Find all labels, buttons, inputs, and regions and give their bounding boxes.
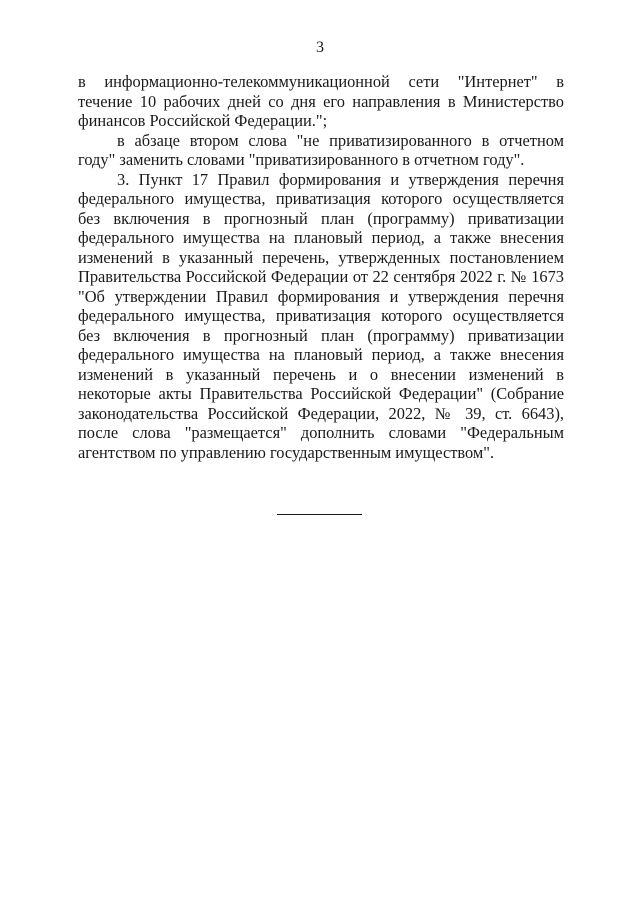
document-body — [78, 72, 564, 462]
paragraph-continuation: в информационно-телекоммуникационной сети "Интернет" в течение 10 рабочих дней со дня его направления в Министерство финансов Российской Федерации."; — [78, 72, 564, 130]
end-separator-line — [277, 514, 362, 515]
page-number: 3 — [316, 39, 324, 56]
paragraph-amendment: в абзаце втором слова "не приватизированного в отчетном году" заменить словами "приватизированного в отчетном году". — [78, 130, 564, 169]
paragraph-item-3: 3. Пункт 17 Правил формирования и утверждения перечня федерального имущества, приватизация которого осуществляется без включения в прогнозный план (программу) приватизации федерального имущества на плановый период, а также внесения изменений в указанный перечень, утвержденных постановлением Правительства Российской Федерации от 22 сентября 2022 г. № 1673 "Об утверждении Правил формирования и утверждения перечня федерального имущества, приватизация которого осуществляется без включения в прогнозный план (программу) приватизации федерального имущества на плановый период, а также внесения изменений в указанный перечень и о внесении изменений в некоторые акты Правительства Российской Федерации" (Собрание законодательства Российской Федерации, 2022, № 39, ст. 6643), после слова "размещается" дополнить словами "Федеральным агентством по управлению государственным имуществом". — [78, 169, 564, 462]
